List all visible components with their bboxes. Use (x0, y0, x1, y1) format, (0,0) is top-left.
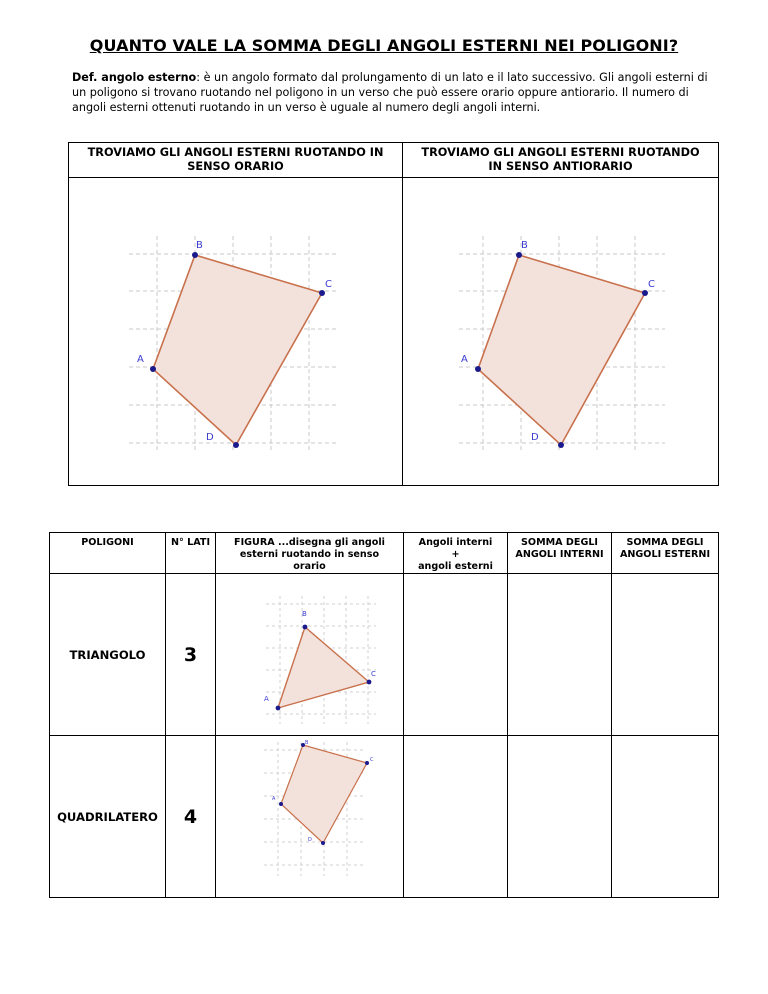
label-a: A (272, 796, 276, 802)
point-b (516, 252, 522, 258)
point-a (276, 706, 281, 711)
header-angoli-line2: + (451, 549, 460, 560)
label-a: A (137, 354, 144, 365)
header-somma-esterni: SOMMA DEGLI ANGOLI ESTERNI (612, 533, 719, 574)
header-clockwise: TROVIAMO GLI ANGOLI ESTERNI RUOTANDO IN SENSO ORARIO (69, 143, 403, 178)
label-b: B (196, 240, 203, 251)
point-c (642, 290, 648, 296)
point-c (367, 680, 372, 685)
quadrilateral-shape (478, 255, 645, 445)
header-angoli-line1: Angoli interni (418, 537, 493, 548)
table-row-quadrilatero (50, 736, 719, 898)
somma-interni-cell-quadrilatero[interactable] (508, 736, 612, 898)
header-lati: N° LATI (166, 533, 216, 574)
triangle-figure (216, 574, 404, 731)
header-poligoni: POLIGONI (50, 533, 166, 574)
point-b (192, 252, 198, 258)
definition-term: Def. angolo esterno (72, 71, 197, 84)
polygon-sides: 4 (166, 736, 216, 898)
point-d (321, 841, 325, 845)
figure-cell-triangolo[interactable] (216, 574, 404, 736)
definition-paragraph (72, 70, 712, 115)
label-d: D (308, 837, 312, 843)
label-d: D (531, 432, 539, 443)
label-b: B (521, 240, 528, 251)
exterior-angles-table (68, 142, 719, 486)
definition-text: : è un angolo formato dal prolungamento di un lato e il lato successivo. Gli angoli esterni di un poligono si trovano ruotando nel poligono in un verso che può essere orario oppure antiorario. Il numero di angoli esterni ottenuti ruotando in un verso è uguale al numero degli angoli interni. (72, 71, 708, 114)
label-c: C (371, 670, 376, 678)
point-d (233, 442, 239, 448)
quadrilateral-shape (153, 255, 322, 445)
label-b: B (302, 610, 307, 618)
label-c: C (648, 279, 655, 290)
header-figura: FIGURA ...disegna gli angoli esterni ruotando in senso orario (216, 533, 404, 574)
angoli-cell-triangolo[interactable] (404, 574, 508, 736)
table-row-triangolo (50, 574, 719, 736)
angoli-cell-quadrilatero[interactable] (404, 736, 508, 898)
polygon-name: QUADRILATERO (50, 736, 166, 898)
point-a (150, 366, 156, 372)
header-somma-interni: SOMMA DEGLI ANGOLI INTERNI (508, 533, 612, 574)
label-d: D (206, 432, 214, 443)
point-a (475, 366, 481, 372)
label-b: B (305, 740, 309, 746)
header-angoli (404, 533, 508, 574)
quadrilateral-figure-counterclockwise (403, 178, 718, 481)
label-a: A (461, 354, 468, 365)
point-a (279, 802, 283, 806)
label-c: C (325, 279, 332, 290)
point-c (319, 290, 325, 296)
quadrilateral-small-figure (216, 736, 404, 893)
polygon-name: TRIANGOLO (50, 574, 166, 736)
point-b (303, 625, 308, 630)
somma-esterni-cell-triangolo[interactable] (612, 574, 719, 736)
header-angoli-line3: angoli esterni (418, 561, 493, 572)
page-title: QUANTO VALE LA SOMMA DEGLI ANGOLI ESTERNI NEI POLIGONI? (89, 36, 679, 55)
figure-cell-quadrilatero[interactable] (216, 736, 404, 898)
quadrilateral-figure-clockwise (69, 178, 402, 481)
polygons-table (49, 532, 719, 898)
somma-interni-cell-triangolo[interactable] (508, 574, 612, 736)
somma-esterni-cell-quadrilatero[interactable] (612, 736, 719, 898)
label-a: A (264, 695, 269, 703)
polygon-sides: 3 (166, 574, 216, 736)
label-c: C (370, 757, 374, 763)
point-d (558, 442, 564, 448)
header-counterclockwise: TROVIAMO GLI ANGOLI ESTERNI RUOTANDO IN SENSO ANTIORARIO (403, 143, 719, 178)
cell-counterclockwise-figure (403, 178, 719, 486)
cell-clockwise-figure (69, 178, 403, 486)
quadrilateral-shape (281, 745, 367, 843)
point-c (365, 761, 369, 765)
